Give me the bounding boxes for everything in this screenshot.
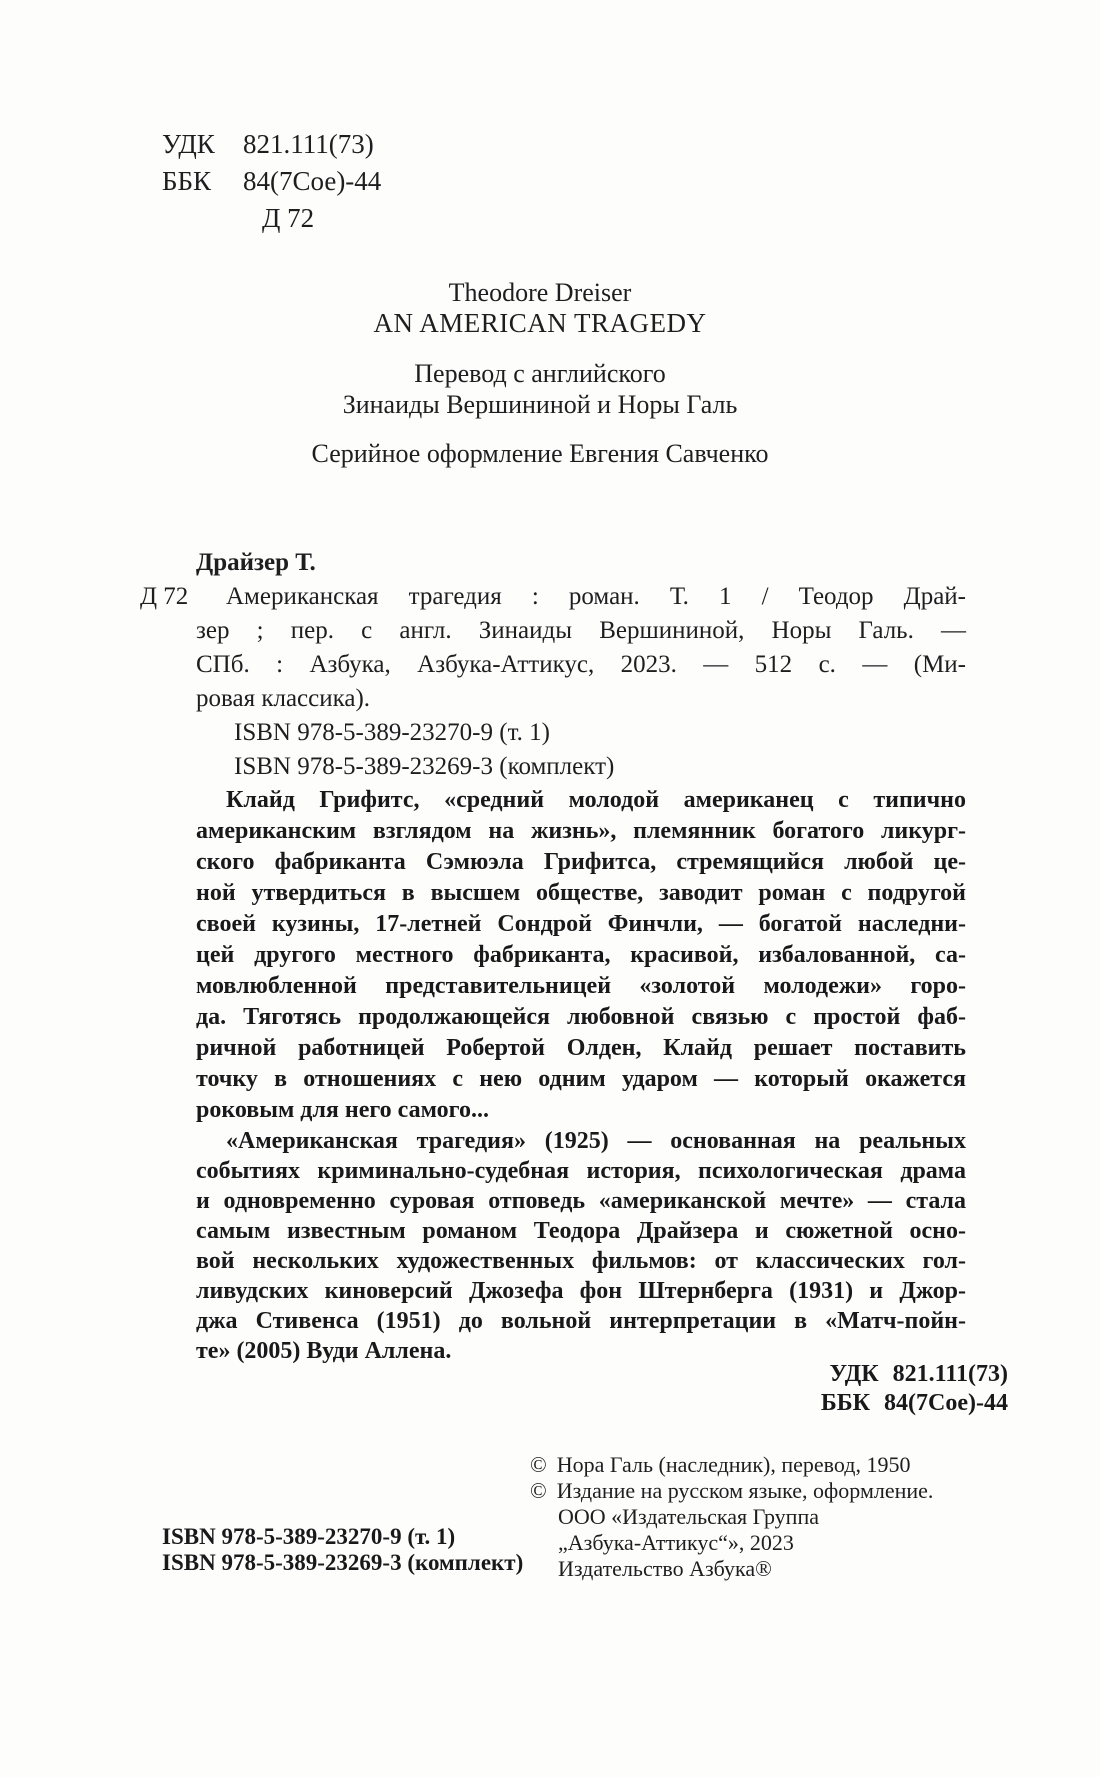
- bbk-label: ББК: [162, 166, 212, 196]
- bottom-udk-label: УДК: [829, 1361, 879, 1387]
- annotation-line: ной утвердиться в высшем обществе, заводит роман с подругой: [196, 880, 966, 906]
- bottom-bbk-line: [821, 1389, 1008, 1418]
- udk-line: [162, 126, 381, 163]
- bottom-isbn-block: [162, 1524, 523, 1576]
- publisher-group-year-line: „Азбука-Аттикус“», 2023: [558, 1530, 794, 1555]
- catalog-line: Американская трагедия : роман. Т. 1 / Теодор Драй-: [226, 583, 966, 610]
- annotation-line: мовлюбленной представительницей «золотой молодежи» горо-: [196, 973, 966, 999]
- copyright-edition-line: [530, 1478, 933, 1504]
- bottom-udk-line: [821, 1360, 1008, 1389]
- catalog-card: [196, 546, 966, 784]
- series-design-credit: Серийное оформление Евгения Савченко: [311, 439, 769, 468]
- bottom-udk-value: 821.111(73): [892, 1361, 1008, 1387]
- title-block: [150, 277, 930, 469]
- copyright-symbol: ©: [530, 1478, 547, 1503]
- copyright-edition-text: Издание на русском языке, оформление.: [556, 1478, 934, 1503]
- bottom-bbk-value: 84(7Сое)-44: [884, 1390, 1008, 1416]
- bottom-bbk-label: ББК: [820, 1390, 871, 1416]
- translation-credit-line-2: Зинаиды Вершининой и Норы Галь: [342, 390, 738, 419]
- annotation-line: Клайд Грифитс, «средний молодой американец с типично: [226, 787, 966, 813]
- bottom-codes-block: [821, 1360, 1008, 1418]
- annotation-line: те» (2005) Вуди Аллена.: [196, 1338, 452, 1364]
- annotation-line: точку в отношениях с нею одним ударом — который окажется: [196, 1066, 966, 1092]
- isbn-volume-line: ISBN 978-5-389-23270-9 (т. 1): [234, 719, 550, 746]
- catalog-line: ровая классика).: [196, 685, 371, 712]
- annotation-line: вой нескольких художественных фильмов: от классических гол-: [196, 1248, 966, 1274]
- annotation-line: и одновременно суровая отповедь «американской мечте» — стала: [196, 1188, 966, 1214]
- annotation-line: ского фабриканта Сэмюэла Грифитса, стремящийся любой це-: [196, 849, 966, 875]
- catalog-line: зер ; пер. с англ. Зинаиды Вершининой, Норы Галь. —: [196, 617, 966, 644]
- annotation-line: цей другого местного фабриканта, красивой, избалованной, са-: [196, 942, 966, 968]
- annotation-line: событиях криминально-судебная история, психологическая драма: [196, 1158, 966, 1184]
- copyright-block: [530, 1452, 933, 1582]
- bottom-isbn-volume: ISBN 978-5-389-23270-9 (т. 1): [162, 1524, 456, 1549]
- copyright-symbol: ©: [530, 1452, 547, 1477]
- copyright-translation-line: [530, 1452, 933, 1478]
- publisher-imprint-line: Издательство Азбука®: [558, 1556, 772, 1581]
- annotation-paragraph-2: [196, 1126, 966, 1366]
- catalog-author-heading: Драйзер Т.: [196, 549, 316, 576]
- author-original: Theodore Dreiser: [448, 278, 632, 307]
- title-original: AN AMERICAN TRAGEDY: [373, 308, 707, 338]
- bottom-isbn-set: ISBN 978-5-389-23269-3 (комплект): [162, 1550, 524, 1575]
- top-codes-block: [162, 126, 381, 237]
- author-code: Д 72: [262, 203, 315, 233]
- annotation-line: ливудских киноверсий Джозефа фон Штернберга (1931) и Джор-: [196, 1278, 966, 1304]
- catalog-author-code: Д 72: [140, 583, 189, 610]
- annotation-line: американским взглядом на жизнь», племянник богатого ликург-: [196, 818, 966, 844]
- annotation-line: «Американская трагедия» (1925) — основанная на реальных: [226, 1128, 966, 1154]
- publisher-group-line: ООО «Издательская Группа: [558, 1504, 819, 1529]
- annotation-line: самым известным романом Теодора Драйзера и сюжетной осно-: [196, 1218, 966, 1244]
- annotation-line: джа Стивенса (1951) до вольной интерпретации в «Матч-пойн-: [196, 1308, 966, 1334]
- annotation-line: роковым для него самого...: [196, 1097, 489, 1123]
- annotation-paragraph-1: [196, 785, 966, 1126]
- udk-label: УДК: [162, 129, 215, 159]
- bbk-line: [162, 163, 381, 200]
- catalog-line: СПб. : Азбука, Азбука-Аттикус, 2023. — 512 с. — (Ми-: [196, 651, 966, 678]
- udk-value: 821.111(73): [243, 129, 374, 159]
- translation-credit-line-1: Перевод с английского: [414, 359, 666, 388]
- isbn-set-line: ISBN 978-5-389-23269-3 (комплект): [234, 753, 615, 780]
- annotation-line: ричной работницей Робертой Олден, Клайд решает поставить: [196, 1035, 966, 1061]
- annotation-line: да. Тяготясь продолжающейся любовной связью с простой фаб-: [196, 1004, 966, 1030]
- bbk-value: 84(7Сое)-44: [243, 166, 382, 196]
- annotation-line: своей кузины, 17-летней Сондрой Финчли, — богатой наследни-: [196, 911, 966, 937]
- copyright-translation-text: Нора Галь (наследник), перевод, 1950: [556, 1452, 911, 1477]
